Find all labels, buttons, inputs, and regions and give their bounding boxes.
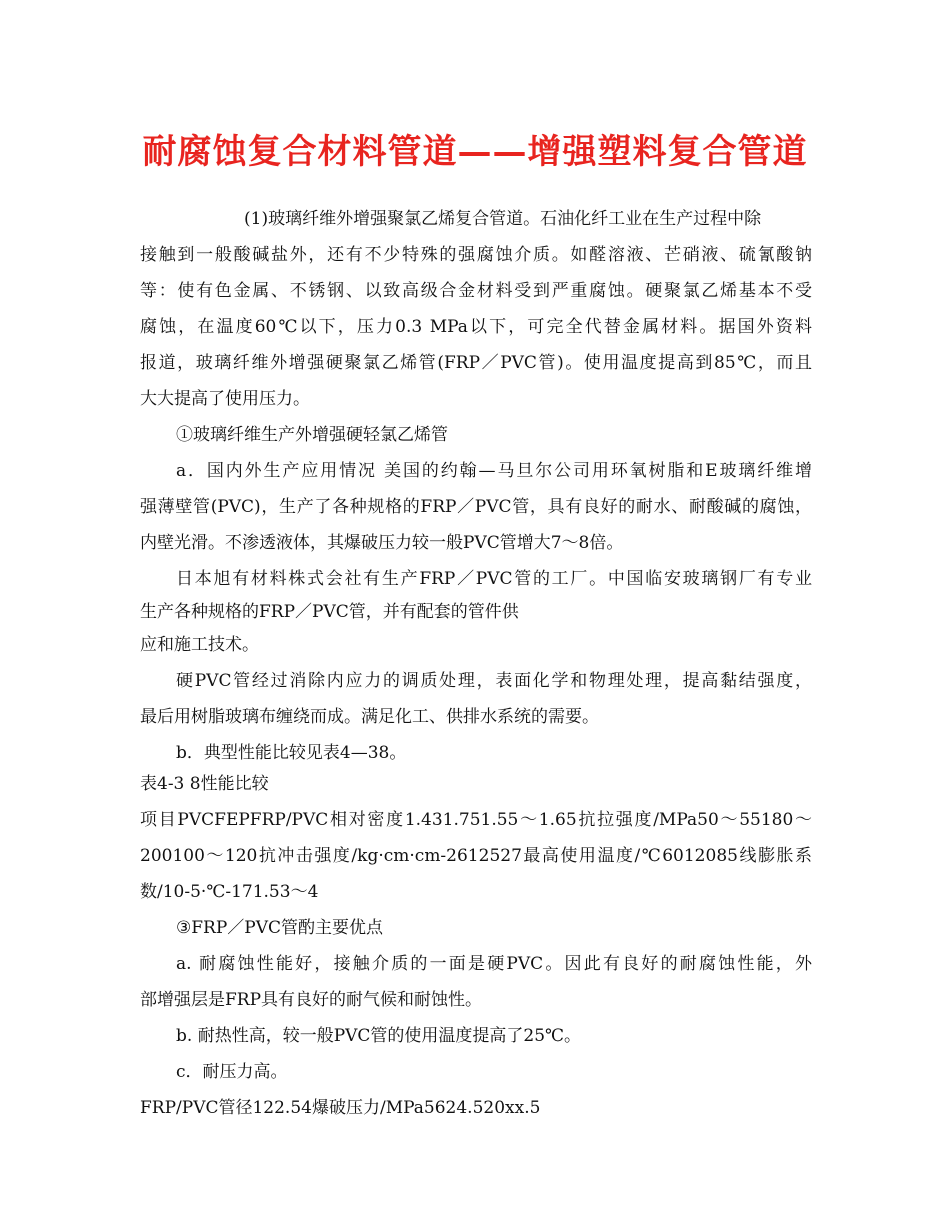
paragraph-line: 大大提高了使用压力。: [140, 389, 310, 409]
table-data-line: 200100～120抗冲击强度/kg·cm·cm-2612527最高使用温度/℃6012085线膨胀系: [140, 846, 812, 866]
table-data-line: FRP/PVC管径122.54爆破压力/MPa5624.520xx.5: [140, 1098, 541, 1118]
paragraph-line: 最后用树脂玻璃布缠绕而成。满足化工、供排水系统的需要。: [140, 707, 599, 727]
paragraph-line: a．国内外生产应用情况 美国的约翰—马旦尔公司用环氧树脂和E玻璃纤维增: [176, 461, 812, 481]
paragraph-line: 腐蚀，在温度60℃以下，压力0.3 MPa以下，可完全代替金属材料。据国外资料: [140, 317, 812, 337]
table-caption: 表4-3 8性能比较: [140, 774, 269, 794]
paragraph-line: b．典型性能比较见表4—38。: [176, 743, 407, 763]
paragraph-line: b. 耐热性高，较一般PVC管的使用温度提高了25℃。: [176, 1026, 582, 1046]
paragraph-line: 报道，玻璃纤维外增强硬聚氯乙烯管(FRP／PVC管)。使用温度提高到85℃，而且: [140, 353, 812, 373]
paragraph-line: c．耐压力高。: [176, 1062, 288, 1082]
paragraph-line: 等：使有色金属、不锈钢、以致高级合金材料受到严重腐蚀。硬聚氯乙烯基本不受: [140, 281, 812, 301]
paragraph-line: 日本旭有材料株式会社有生产FRP／PVC管的工厂。中国临安玻璃钢厂有专业: [176, 569, 812, 589]
paragraph-line: 接触到一般酸碱盐外，还有不少特殊的强腐蚀介质。如醛溶液、芒硝液、硫氰酸钠: [140, 245, 812, 265]
paragraph-line: 硬PVC管经过消除内应力的调质处理，表面化学和物理处理，提高黏结强度，: [176, 671, 812, 691]
section-heading: ①玻璃纤维生产外增强硬轻氯乙烯管: [176, 425, 448, 445]
table-data-line: 数/10-5·℃-171.53～4: [140, 882, 319, 902]
table-data-line: 项目PVCFEPFRP/PVC相对密度1.431.751.55～1.65抗拉强度/MPa50～55180～: [140, 810, 812, 830]
paragraph-line: 部增强层是FRP具有良好的耐气候和耐蚀性。: [140, 990, 483, 1010]
section-heading: ③FRP／PVC管酌主要优点: [176, 918, 383, 938]
paragraph-line: (1)玻璃纤维外增强聚氯乙烯复合管道。石油化纤工业在生产过程中除: [244, 209, 762, 229]
paragraph-line: 生产各种规格的FRP／PVC管，并有配套的管件供: [140, 602, 519, 622]
paragraph-line: 强薄壁管(PVC)，生产了各种规格的FRP／PVC管，具有良好的耐水、耐酸碱的腐蚀，: [140, 497, 812, 517]
document-title: 耐腐蚀复合材料管道——增强塑料复合管道: [142, 132, 808, 172]
paragraph-line: a. 耐腐蚀性能好，接触介质的一面是硬PVC。因此有良好的耐腐蚀性能，外: [176, 954, 812, 974]
paragraph-line: 内壁光滑。不渗透液体，其爆破压力较一般PVC管增大7～8倍。: [140, 533, 624, 553]
paragraph-line: 应和施工技术。: [140, 635, 259, 655]
